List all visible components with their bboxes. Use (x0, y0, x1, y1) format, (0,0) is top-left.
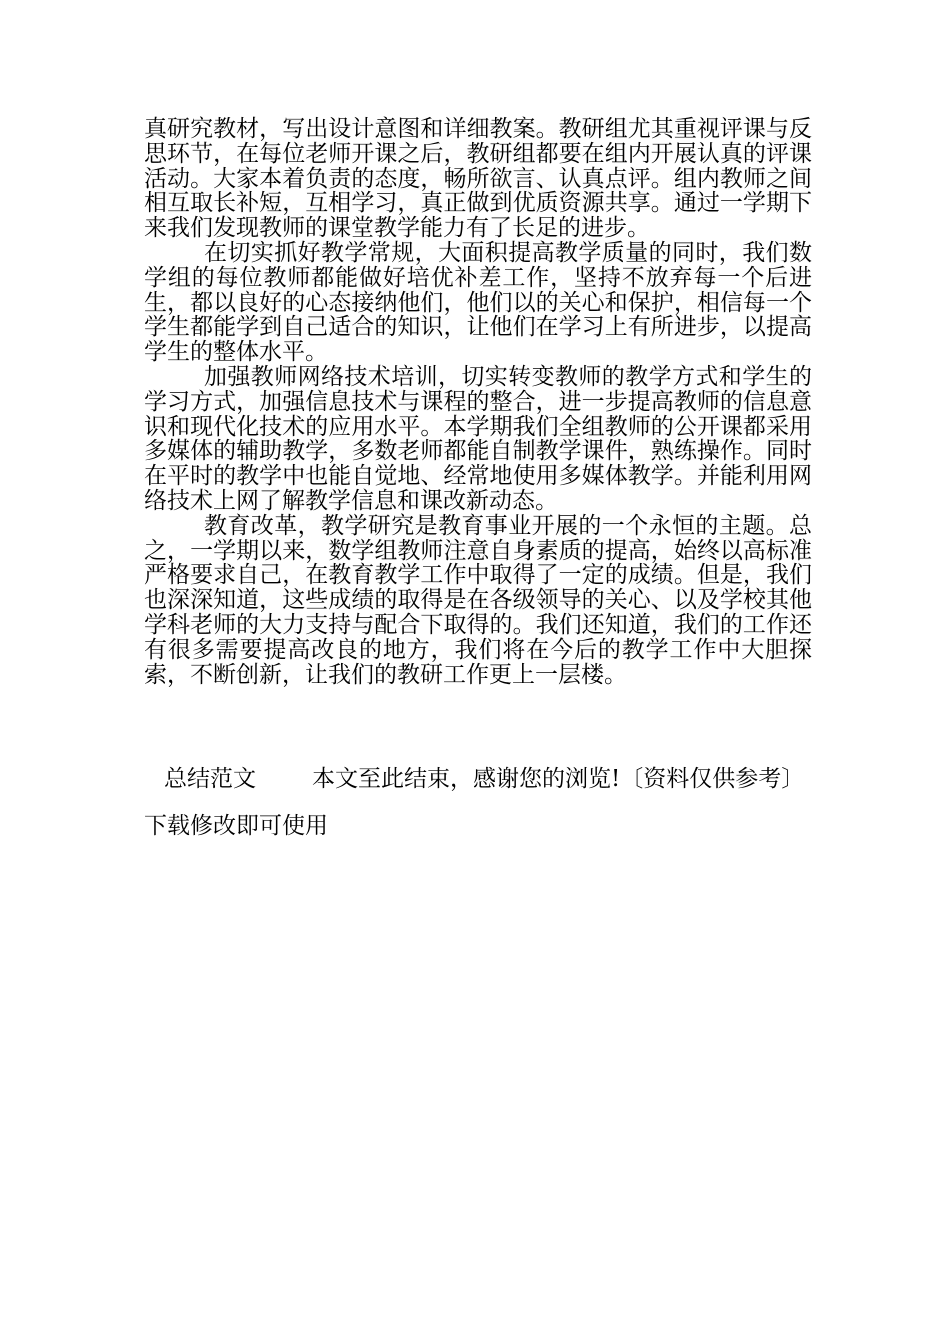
paragraph-4: 教育改革，教学研究是教育事业开展的一个永恒的主题。总之，一学期以来，数学组教师注意自身素质的提高，始终以高标准严格要求自己，在教育教学工作中取得了一定的成绩。但是，我们也深深知道，这些成绩的取得是在各级领导的关心、以及学校其他学科老师的大力支持与配合下取得的。我们还知道，我们的工作还有很多需要提高改良的地方，我们将在今后的教学工作中大胆探索，不断创新，让我们的教研工作更上一层楼。 (144, 512, 812, 688)
footer-note: 本文至此结束，感谢您的浏览!〔资料仅供参考〕下载修改即可使用 (144, 766, 805, 839)
paragraph-2: 在切实抓好教学常规，大面积提高教学质量的同时，我们数学组的每位教师都能做好培优补差工作，坚持不放弃每一个后进生，都以良好的心态接纳他们，他们以的关心和保护，相信每一个学生都能学到自己适合的知识，让他们在学习上有所进步，以提高学生的整体水平。 (144, 239, 812, 366)
paragraph-1: 真研究教材，写出设计意图和详细教案。教研组尤其重视评课与反思环节，在每位老师开课之后，教研组都要在组内开展认真的评课活动。大家本着负责的态度，畅所欲言、认真点评。组内教师之间相互取长补短，互相学习，真正做到优质资源共享。通过一学期下来我们发现教师的课堂教学能力有了长足的进步。 (144, 116, 812, 242)
document-footer (144, 756, 812, 850)
footer-label: 总结范文 (164, 766, 256, 792)
paragraph-3: 加强教师网络技术培训，切实转变教师的教学方式和学生的学习方式，加强信息技术与课程的整合，进一步提高教师的信息意识和现代化技术的应用水平。本学期我们全组教师的公开课都采用多媒体的辅助教学，多数老师都能自制教学课件，熟练操作。同时在平时的教学中也能自觉地、经常地使用多媒体教学。并能利用网络技术上网了解教学信息和课改新动态。 (144, 363, 812, 514)
document-body (144, 117, 812, 687)
